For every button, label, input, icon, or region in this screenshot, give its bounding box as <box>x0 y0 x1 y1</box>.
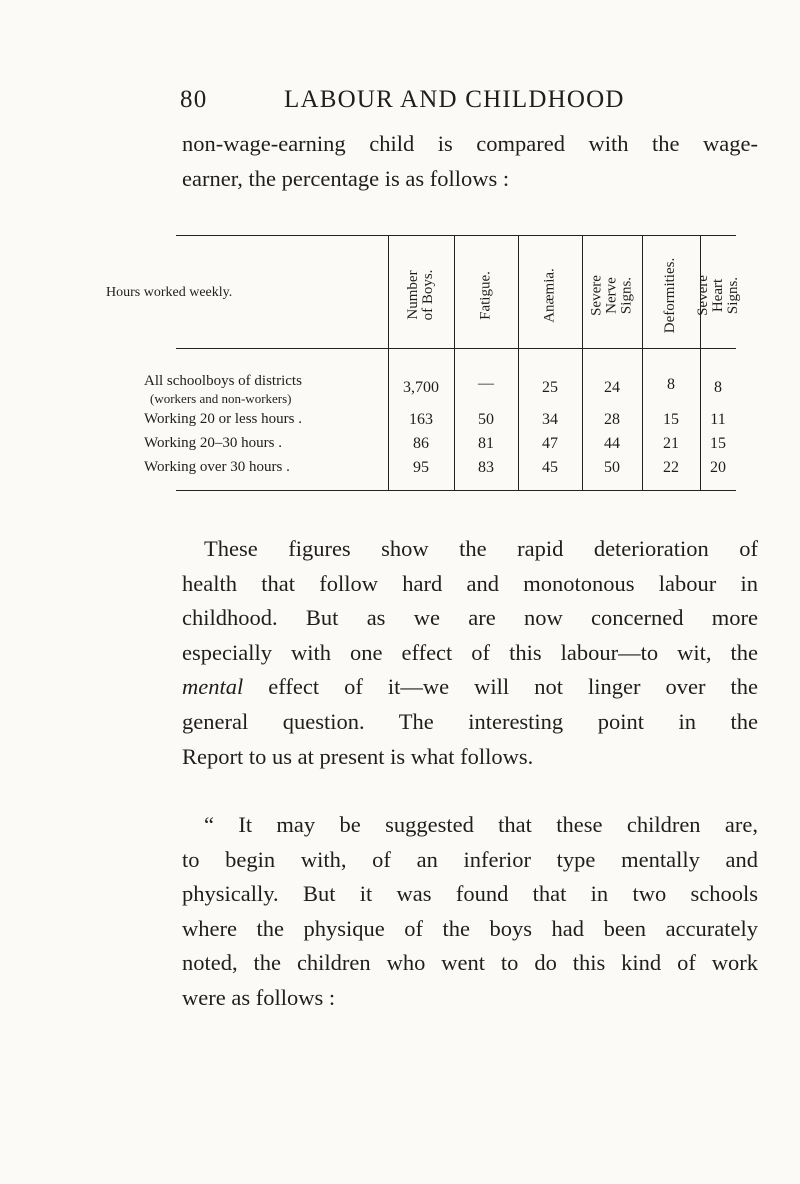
table-cell: 15 <box>663 411 679 428</box>
text-line: non-wage-earning child is compared with the wage- <box>182 131 758 156</box>
column-header-severe-heart-signs: Severe Heart Signs. <box>694 274 741 316</box>
text-line: to begin with, of an inferior type mentally and <box>182 846 758 872</box>
column-header-number-of-boys: Number of Boys. <box>405 269 436 321</box>
text-line: earner, the percentage is as follows : <box>182 165 510 191</box>
row-label: Working 20–30 hours . <box>144 435 282 451</box>
table-cell: 25 <box>542 379 558 396</box>
text-line: mental effect of it—we will not linger over the <box>182 674 758 700</box>
row-sublabel: (workers and non-workers) <box>150 391 292 406</box>
table-cell: 50 <box>604 459 620 476</box>
emphasis-word: mental <box>182 674 244 700</box>
column-header-severe-nerve-signs: Severe Nerve Signs. <box>588 274 635 316</box>
text-line: especially with one effect of this labour—to wit, the <box>182 639 758 665</box>
table-cell: 22 <box>663 459 679 476</box>
table-bottom-rule <box>176 490 736 491</box>
text-line: Report to us at present is what follows. <box>182 743 534 769</box>
text-line: These figures show the rapid deterioration of <box>204 536 758 561</box>
table-cell: 20 <box>710 459 726 476</box>
table-top-rule <box>176 235 736 236</box>
text-line: physically. But it was found that in two schools <box>182 881 758 907</box>
text-line: “ It may be suggested that these children are, <box>204 812 758 837</box>
table-cell: 47 <box>542 435 558 452</box>
table-cell: 8 <box>667 376 675 393</box>
table-cell: 8 <box>714 379 722 396</box>
table-cell: 15 <box>710 435 726 452</box>
text-line: where the physique of the boys had been accurately <box>182 915 758 941</box>
table-cell: 45 <box>542 459 558 476</box>
text-line: noted, the children who went to do this kind of work <box>182 950 758 976</box>
table-cell: 81 <box>478 435 494 452</box>
table-cell: 163 <box>409 411 433 428</box>
row-label: Working 20 or less hours . <box>144 411 302 427</box>
text-line: general question. The interesting point in the <box>182 708 758 734</box>
running-title: LABOUR AND CHILDHOOD <box>284 86 625 113</box>
text-line: were as follows : <box>182 984 336 1010</box>
text-line: childhood. But as we are now concerned more <box>182 605 758 631</box>
column-header-hours: Hours worked weekly. <box>106 285 233 300</box>
statistics-table <box>106 235 741 490</box>
table-cell: 21 <box>663 435 679 452</box>
intro-paragraph <box>182 127 758 196</box>
table-cell: 95 <box>413 459 429 476</box>
table-cell: 24 <box>604 379 620 396</box>
page-number: 80 <box>180 86 208 113</box>
text-line: health that follow hard and monotonous labour in <box>182 570 758 596</box>
table-cell: 44 <box>604 435 620 452</box>
column-header-fatigue: Fatigue. <box>477 270 494 320</box>
row-label: Working over 30 hours . <box>144 459 290 475</box>
quote-paragraph <box>182 808 758 1016</box>
row-label: All schoolboys of districts <box>144 373 302 389</box>
table-cell: 50 <box>478 411 494 428</box>
table-cell: 28 <box>604 411 620 428</box>
column-header-anaemia: Anæmia. <box>541 267 558 323</box>
table-cell: 83 <box>478 459 494 476</box>
table-header-rule <box>176 348 736 349</box>
body-paragraph <box>182 532 758 774</box>
table-cell: 3,700 <box>403 379 439 396</box>
table-cell: 34 <box>542 411 558 428</box>
column-header-deformities: Deformities. <box>662 257 679 333</box>
table-cell: 11 <box>710 411 726 428</box>
table-cell: 86 <box>413 435 429 452</box>
table-cell: — <box>478 375 494 392</box>
